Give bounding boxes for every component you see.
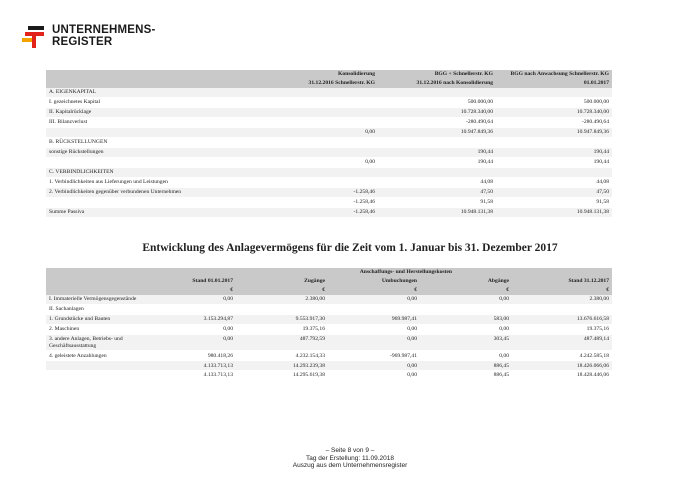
table-cell: C. VERBINDLICHKEITEN — [46, 167, 282, 177]
table-cell — [282, 107, 378, 117]
table2-group-header: Anschaffungs- und Herstellungskosten — [172, 268, 512, 277]
table-cell: 0,00 — [328, 361, 420, 371]
logo-mark-icon — [22, 26, 44, 48]
table-cell: 91,58 — [378, 197, 496, 207]
table-cell: 886,45 — [420, 371, 512, 381]
table-row — [46, 167, 612, 177]
table-row — [46, 117, 612, 127]
table-cell: 0,00 — [282, 157, 378, 167]
table-cell: 190,44 — [378, 157, 496, 167]
table1-header-cell: BGG + Schnellerstr. KG — [378, 70, 496, 79]
table-cell: A. EIGENKAPITAL — [46, 88, 282, 97]
table2-header-cell — [512, 268, 612, 277]
table-cell — [46, 197, 282, 207]
table-cell — [282, 88, 378, 97]
table2-header-cell: € — [420, 286, 512, 295]
logo-line-2: REGISTER — [52, 36, 113, 48]
table-cell: I. Immaterielle Vermögensgegenstände — [46, 295, 172, 304]
table-cell: 487.792,59 — [236, 334, 328, 351]
table-row — [46, 207, 612, 217]
table1-header-cell: 01.01.2017 — [496, 79, 612, 88]
table1-header-cell: Konsolidierung — [282, 70, 378, 79]
table-cell: 2.380,00 — [512, 295, 612, 304]
table-cell: 2. Verbindlichkeiten gegenüber verbundenen Unternehmen — [46, 187, 282, 197]
table2-header-cell: Umbuchungen — [328, 277, 420, 286]
table-cell: 980.418,26 — [172, 351, 236, 361]
table-cell: 10.947.849,36 — [378, 127, 496, 137]
table-row — [46, 334, 612, 351]
balance-sheet-passiva-table — [46, 70, 612, 218]
table-cell: 0,00 — [172, 324, 236, 334]
table-cell — [172, 304, 236, 314]
footer-extract-note: Auszug aus dem Unternehmensregister — [292, 462, 408, 469]
fixed-assets-table — [46, 268, 612, 381]
table-cell: 14.295.619,38 — [236, 371, 328, 381]
logo-text — [52, 24, 156, 48]
table-cell: 0,00 — [328, 334, 420, 351]
table-cell: 18.426.066,06 — [512, 361, 612, 371]
table1-header-row-2 — [46, 79, 612, 88]
table-cell — [282, 117, 378, 127]
table-row — [46, 361, 612, 371]
table2-header-cell: Stand 01.01.2017 — [172, 277, 236, 286]
table-row — [46, 295, 612, 304]
table-row — [46, 314, 612, 324]
table2-group-header-row — [46, 268, 612, 277]
table1-header-cell: BGG nach Anwachsung Schnellerstr. KG — [496, 70, 612, 79]
table-cell: 4.133.713,13 — [172, 371, 236, 381]
table-cell: 47,50 — [496, 187, 612, 197]
table-cell: 190,44 — [378, 147, 496, 157]
table-cell: 4.133.713,13 — [172, 361, 236, 371]
table-cell: B. RÜCKSTELLUNGEN — [46, 137, 282, 147]
table-cell — [496, 137, 612, 147]
table-cell — [282, 177, 378, 187]
table-cell: -1.258,46 — [282, 207, 378, 217]
table2-header-cell: Stand 31.12.2017 — [512, 277, 612, 286]
footer-creation-date: Tag der Erstellung: 11.09.2018 — [305, 454, 395, 462]
table2-header-cell: € — [236, 286, 328, 295]
page-footer — [0, 447, 700, 470]
table-cell: 0,00 — [172, 295, 236, 304]
table-cell: 0,00 — [328, 295, 420, 304]
table-cell: 0,00 — [420, 295, 512, 304]
table1-header-cell: 31.12.2016 Schnellerstr. KG — [282, 79, 378, 88]
table-row — [46, 157, 612, 167]
table-cell: 500.000,00 — [496, 97, 612, 107]
table-cell — [46, 361, 172, 371]
table-cell: 0,00 — [420, 324, 512, 334]
unternehmensregister-logo — [22, 24, 182, 52]
table-cell: 47,50 — [378, 187, 496, 197]
table2-header-cell: Abgänge — [420, 277, 512, 286]
table-cell: 1. Grundstücke und Bauten — [46, 314, 172, 324]
table2-header-cell: Zugänge — [236, 277, 328, 286]
table-row — [46, 177, 612, 187]
table-cell: 2.380,00 — [236, 295, 328, 304]
table-cell: 4.242.585,18 — [512, 351, 612, 361]
table-cell: 9.553.917,30 — [236, 314, 328, 324]
table-cell — [378, 167, 496, 177]
table-cell: -969.987,41 — [328, 351, 420, 361]
table-cell: 44,08 — [378, 177, 496, 187]
table-cell: Summe Passiva — [46, 207, 282, 217]
table2-header-row-2 — [46, 286, 612, 295]
table-cell: 583,00 — [420, 314, 512, 324]
table-cell: 0,00 — [328, 324, 420, 334]
table-row — [46, 371, 612, 381]
table2-header-cell: € — [328, 286, 420, 295]
table-cell: -280.490,64 — [496, 117, 612, 127]
table-cell — [236, 304, 328, 314]
table-row — [46, 88, 612, 97]
table-cell: 10.728.340,00 — [378, 107, 496, 117]
table-cell — [496, 88, 612, 97]
table-cell — [378, 88, 496, 97]
table-cell: 2. Maschinen — [46, 324, 172, 334]
table-cell: 0,00 — [328, 371, 420, 381]
section-title: Entwicklung des Anlagevermögens für die Zeit vom 1. Januar bis 31. Dezember 2017 — [142, 242, 558, 254]
footer-page-number: – Seite 8 von 9 – — [325, 447, 375, 454]
table-row — [46, 351, 612, 361]
table-cell: 19.375,16 — [512, 324, 612, 334]
logo-line-1: UNTERNEHMENS- — [52, 24, 156, 36]
table-row — [46, 137, 612, 147]
table-row — [46, 127, 612, 137]
table-cell: 3. andere Anlagen, Betriebs- und Geschäftsausstattung — [46, 334, 172, 351]
table-cell — [512, 304, 612, 314]
table-cell: 10.948.131,38 — [378, 207, 496, 217]
table-cell: -280.490,64 — [378, 117, 496, 127]
table-cell: 303,45 — [420, 334, 512, 351]
table-cell — [282, 137, 378, 147]
table-cell: 190,44 — [496, 157, 612, 167]
table-cell — [496, 167, 612, 177]
table-cell: -1.258,46 — [282, 187, 378, 197]
table1-header-cell: 31.12.2016 nach Konsolidierung — [378, 79, 496, 88]
table-cell: 886,45 — [420, 361, 512, 371]
table-cell — [282, 167, 378, 177]
table-cell: 1. Verbindlichkeiten aus Lieferungen und Leistungen — [46, 177, 282, 187]
table-cell: II. Kapitalrücklage — [46, 107, 282, 117]
table-cell: -1.258,46 — [282, 197, 378, 207]
table-row — [46, 107, 612, 117]
table-cell — [282, 147, 378, 157]
table-cell: 4. geleistete Anzahlungen — [46, 351, 172, 361]
table-cell: 4.232.154,33 — [236, 351, 328, 361]
table-row — [46, 197, 612, 207]
table-cell: 14.293.239,38 — [236, 361, 328, 371]
table-row — [46, 187, 612, 197]
table2-header-cell: € — [512, 286, 612, 295]
table-cell: 0,00 — [172, 334, 236, 351]
table-cell: II. Sachanlagen — [46, 304, 172, 314]
table-cell: 0,00 — [420, 351, 512, 361]
table-cell: 969.987,41 — [328, 314, 420, 324]
table-row — [46, 97, 612, 107]
table-cell: 487.489,14 — [512, 334, 612, 351]
table-row — [46, 147, 612, 157]
table-cell — [282, 97, 378, 107]
table-cell: sonstige Rückstellungen — [46, 147, 282, 157]
table1-header-cell — [46, 70, 282, 79]
table2-header-cell — [46, 277, 172, 286]
table-cell: 18.428.446,06 — [512, 371, 612, 381]
table-cell: 19.375,16 — [236, 324, 328, 334]
table-cell: I. gezeichnetes Kapital — [46, 97, 282, 107]
table2-header-row-1 — [46, 277, 612, 286]
table2-header-cell — [46, 268, 172, 277]
table-cell: 13.676.616,58 — [512, 314, 612, 324]
table2-header-cell — [46, 286, 172, 295]
table-cell — [378, 137, 496, 147]
table-cell — [46, 127, 282, 137]
table-row — [46, 324, 612, 334]
table-cell — [420, 304, 512, 314]
table-cell — [46, 157, 282, 167]
table-cell: 190,44 — [496, 147, 612, 157]
table-cell: 10.728.340,00 — [496, 107, 612, 117]
table-cell: III. Bilanzverlust — [46, 117, 282, 127]
table-cell: 91,58 — [496, 197, 612, 207]
table-cell: 500.000,00 — [378, 97, 496, 107]
table-cell — [328, 304, 420, 314]
table-cell: 0,00 — [282, 127, 378, 137]
table-cell: 10.947.849,36 — [496, 127, 612, 137]
table1-header-cell — [46, 79, 282, 88]
table-row — [46, 304, 612, 314]
table-cell: 44,08 — [496, 177, 612, 187]
table2-header-cell: € — [172, 286, 236, 295]
table-cell — [46, 371, 172, 381]
table1-header-row-1 — [46, 70, 612, 79]
table-cell: 3.153.294,87 — [172, 314, 236, 324]
table-cell: 10.948.131,38 — [496, 207, 612, 217]
